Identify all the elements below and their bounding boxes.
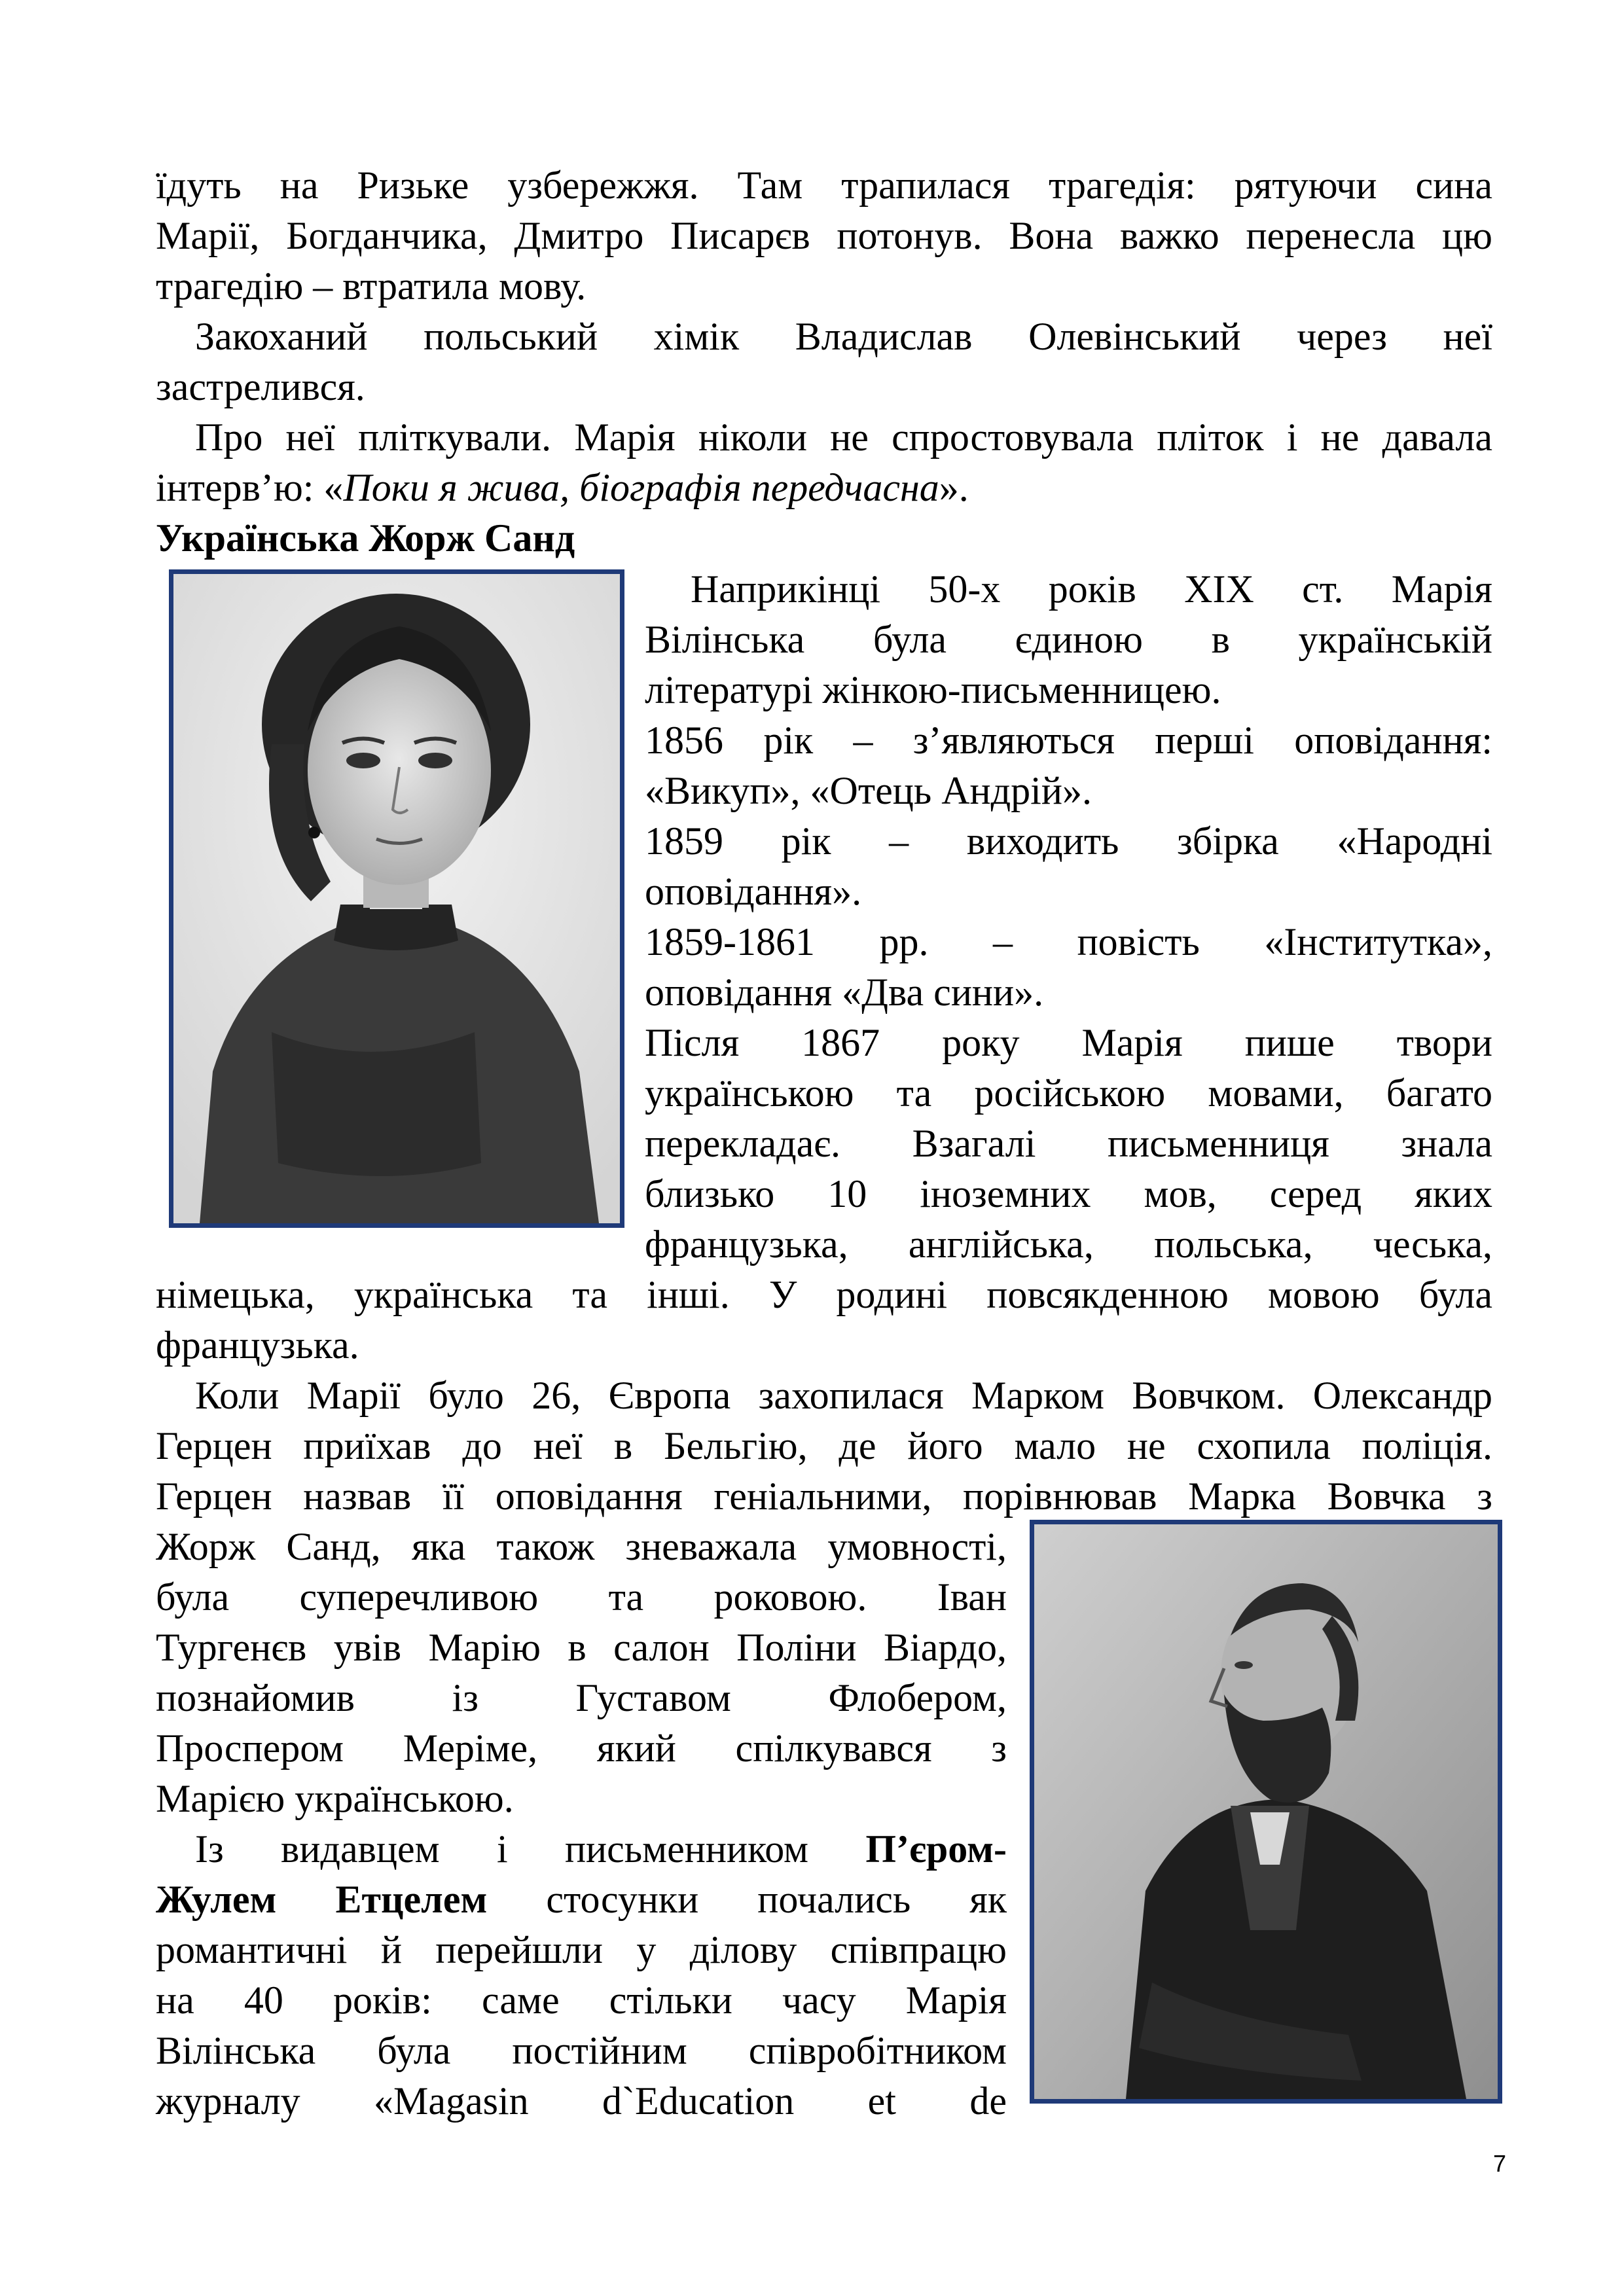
text-line: була суперечливою та роковою. Іван	[156, 1575, 1007, 1619]
text-line: оповідання».	[645, 870, 862, 913]
text-line: перекладає. Взагалі письменниця знала	[645, 1122, 1492, 1165]
text-line: Герцен приїхав до неї в Бельгію, де його мало не схопила поліція.	[156, 1424, 1492, 1467]
text-run: Із видавцем і письменником	[195, 1827, 866, 1871]
quote-prefix: інтерв’ю: «	[156, 466, 344, 509]
herzen-paragraph	[156, 1371, 1492, 1522]
text-line: оповідання «Два сини».	[645, 971, 1044, 1014]
text-line: українською та російською мовами, багато	[645, 1071, 1492, 1115]
quote-suffix: ».	[939, 466, 969, 509]
text-line: Марії, Богданчика, Дмитро Писарєв потонув. Вона важко перенесла цю	[156, 214, 1492, 257]
text-line: Жорж Санд, яка також зневажала умовності,	[156, 1525, 1007, 1568]
biography-paragraph	[645, 564, 1492, 1270]
text-line: Вілінська була постійним співробітником	[156, 2029, 1007, 2072]
text-line: романтичні й перейшли у ділову співпрацю	[156, 1928, 1007, 1971]
publisher-name: Жулем Етцелем	[156, 1878, 488, 1921]
publisher-name: П’єром-	[865, 1827, 1007, 1871]
quote-text: Поки я жива, біографія передчасна	[343, 466, 939, 509]
text-line: 1859-1861 рр. – повість «Інститутка»,	[645, 920, 1492, 963]
text-line: Коли Марії було 26, Європа захопилася Марком Вовчком. Олександр	[195, 1374, 1492, 1417]
text-line: 1859 рік – виходить збірка «Народні	[645, 819, 1492, 863]
text-line: 1856 рік – з’являються перші оповідання:	[645, 719, 1492, 762]
text-line: французька.	[156, 1323, 359, 1367]
portrait-photo-maria	[169, 569, 624, 1228]
languages-continuation	[156, 1270, 1492, 1371]
portrait-man-image	[1034, 1524, 1498, 2099]
text-line	[156, 1874, 1007, 1925]
text-line: познайомив із Густавом Флобером,	[156, 1676, 1007, 1719]
heading-text: Українська Жорж Санд	[156, 516, 575, 560]
text-line: Після 1867 року Марія пише твори	[645, 1021, 1492, 1064]
text-line: журналу «Magasin d`Education et de	[156, 2079, 1007, 2123]
text-line: Тургенєв увів Марію в салон Поліни Віардо,	[156, 1626, 1007, 1669]
text-line: Наприкінці 50-х років ХІХ ст. Марія	[691, 567, 1492, 611]
section-heading	[156, 513, 745, 564]
text-line: французька, англійська, польська, чеська,	[645, 1223, 1492, 1266]
text-line: Герцен назвав її оповідання геніальними, порівнював Марка Вовчка з	[156, 1475, 1492, 1518]
text-line: близько 10 іноземних мов, серед яких	[645, 1172, 1492, 1215]
text-line: Вілінська була єдиною в українській	[645, 618, 1492, 661]
portrait-photo-man	[1030, 1520, 1502, 2104]
text-line: літературі жінкою-письменницею.	[645, 668, 1221, 711]
text-line: їдуть на Ризьке узбережжя. Там трапилася трагедія: рятуючи сина	[156, 164, 1492, 207]
olevinsky-paragraph	[156, 312, 1492, 412]
text-line	[156, 463, 1492, 513]
text-line: на 40 років: саме стільки часу Марія	[156, 1979, 1007, 2022]
text-line: німецька, українська та інші. У родині повсякденною мовою була	[156, 1273, 1492, 1316]
text-line: Проспером Меріме, який спілкувався з	[156, 1727, 1007, 1770]
top-paragraph	[156, 160, 1492, 312]
text-line: трагедію – втратила мову.	[156, 264, 586, 308]
page-number: 7	[1492, 2150, 1506, 2177]
text-line: застрелився.	[156, 365, 365, 408]
gossip-paragraph	[156, 412, 1492, 513]
portrait-woman-image	[173, 574, 620, 1223]
text-line: Про неї пліткували. Марія ніколи не спростовувала пліток і не давала	[195, 416, 1492, 459]
text-line: Марією українською.	[156, 1777, 514, 1820]
text-run: стосунки почались як	[487, 1878, 1007, 1921]
text-line	[156, 1824, 1007, 1874]
text-line: «Викуп», «Отець Андрій».	[645, 769, 1092, 812]
george-sand-paragraph	[156, 1522, 1007, 2126]
text-line: Закоханий польський хімік Владислав Олевінський через неї	[195, 315, 1492, 358]
